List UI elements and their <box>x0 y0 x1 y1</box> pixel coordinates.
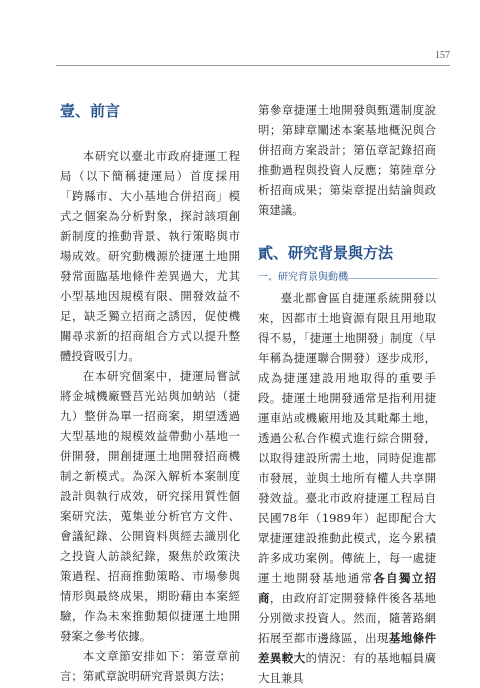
background-text-2: ，由政府訂定開發條件後各基地分別徵求投資人。然而，隨著路網拓展至都市邊緣區，出現 <box>258 591 436 645</box>
page-number: 157 <box>435 50 450 61</box>
subheading-label: 一、研究背景與動機 <box>258 272 348 283</box>
background-emphasis-1: 各自獨立招商 <box>258 571 436 605</box>
section-heading-background-method: 貳、研究背景與方法 <box>258 244 394 262</box>
intro-paragraph-2: 在本研究個案中，捷運局嘗試將金城機廠暨莒光站與加蚋站（捷九）整併為單一招商案，期望透過大型基地的規模效益帶動小基地一併開發，開創捷運土地開發招商機制之新模式。為深入解析本案制度設計與執行成效，研究採用質性個案研究法，蒐集並分析官方文件、會議紀錄、公開資料與經去識別化之投資人訪談紀錄，聚焦於政策決策過程、招商推動策略、市場參與情形與最終成果，期盼藉由本案經驗，作為未來推動類似捷運土地開發案之參考依據。 <box>60 369 240 643</box>
background-emphasis-2: 基地條件差異較大 <box>258 631 436 665</box>
intro-paragraph-3-continued: 第參章捷運土地開發與甄選制度說明；第肆章闡述本案基地概況與合併招商方案設計；第伍章記錄招商推動過程與投資人反應；第陸章分析招商成果；第柒章提出結論與政策建議。 <box>258 103 436 217</box>
background-text-1: 臺北都會區自捷運系統開發以來，因都市土地資源有限且用地取得不易，「捷運土地開發」制度（早年稱為捷運聯合開發）逐步成形，成為捷運建設用地取得的重要手段。捷運土地開發通常是指利用捷運車站或機廠用地及其毗鄰土地，透過公私合作模式進行綜合開發，以取得建設所需土地，同時促進都市發展，並與土地所有權人共享開發效益。臺北市政府捷運工程局自民國78年（1989年）起即配合大眾捷運建設推動此模式，迄今累積許多成功案例。傳統上，每一處捷運土地開發基地通常 <box>258 291 436 585</box>
subheading-rule <box>344 278 438 279</box>
section-heading-introduction: 壹、前言 <box>60 102 121 120</box>
background-paragraph-1 <box>258 288 436 688</box>
intro-paragraph-3: 本文章節安排如下：第壹章前言；第貳章說明研究背景與方法； <box>60 649 240 683</box>
header-rule <box>56 65 450 66</box>
intro-paragraph-1: 本研究以臺北市政府捷運工程局（以下簡稱捷運局）首度採用「跨縣市、大小基地合併招商」模式之個案為分析對象，探討該項創新制度的推動背景、執行策略與市場成效。研究動機源於捷運土地開發常面臨基地條件差異過大，尤其小型基地因規模有限、開發效益不足，缺乏獨立招商之誘因，促使機關尋求新的招商組合方式以提升整體投資吸引力。 <box>60 149 240 363</box>
subheading-background-motivation <box>258 268 436 288</box>
background-text-3: 的情況：有的基地幅員廣大且兼具 <box>258 651 436 685</box>
left-column <box>60 100 240 686</box>
right-column <box>258 100 436 688</box>
